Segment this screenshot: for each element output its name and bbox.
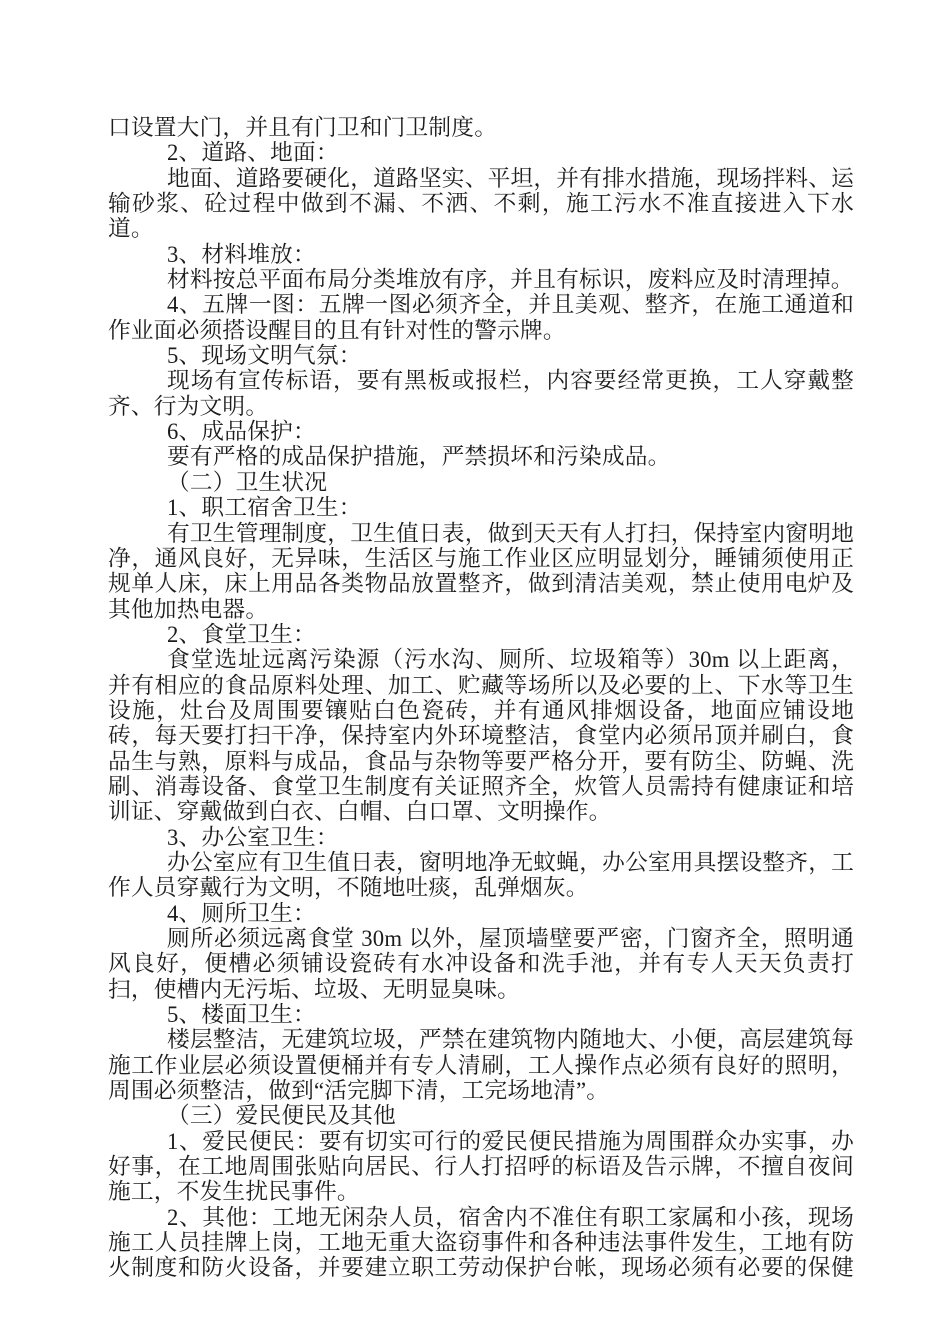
paragraph-14: 食堂选址远离污染源（污水沟、厕所、垃圾箱等）30m 以上距离，并有相应的食品原料处理、加工、贮藏等场所以及必要的上、下水等卫生设施，灶台及周围要镶贴白色瓷砖，并有通风排烟设备，地面应铺设地砖，每天要打扫干净，保持室内外环境整洁，食堂内必须吊顶并刷白，食品生与熟，原料与成品，食品与杂物等要严格分开，要有防尘、防蝇、洗刷、消毒设备、食堂卫生制度有关证照齐全，炊管人员需持有健康证和培训证、穿戴做到白衣、白帽、白口罩、文明操作。 (108, 647, 854, 825)
paragraph-5: 4、五牌一图：五牌一图必须齐全，并且美观、整齐，在施工通道和作业面必须搭设醒目的且有针对性的警示牌。 (108, 292, 854, 343)
paragraph-11: 1、职工宿舍卫生： (167, 495, 362, 521)
paragraph-17: 4、厕所卫生： (167, 900, 316, 926)
paragraph-12: 有卫生管理制度，卫生值日表，做到天天有人打扫，保持室内窗明地净，通风良好，无异味，生活区与施工作业区应明显划分，睡铺须使用正规单人床，床上用品各类物品放置整齐，做到清洁美观，禁止使用电炉及其他加热电器。 (108, 520, 854, 622)
paragraph-22: 1、爱民便民：要有切实可行的爱民便民措施为周围群众办实事，办好事，在工地周围张贴向居民、行人打招呼的标语及告示牌，不擅自夜间施工，不发生扰民事件。 (108, 1128, 854, 1205)
document-text-block (108, 115, 854, 1281)
paragraph-15: 3、办公室卫生： (167, 824, 339, 850)
paragraph-3: 3、材料堆放： (167, 241, 316, 267)
paragraph-13: 2、食堂卫生： (167, 621, 316, 647)
paragraph-18: 厕所必须远离食堂 30m 以外，屋顶墙壁要严密，门窗齐全，照明通风良好，便槽必须铺设瓷砖有水冲设备和洗手池，并有专人天天负责打扫，使槽内无污垢、垃圾、无明显臭味。 (108, 926, 854, 1002)
paragraph-1: 2、道路、地面： (167, 140, 339, 166)
paragraph-23: 2、其他：工地无闲杂人员，宿舍内不准住有职工家属和小孩，现场施工人员挂牌上岗，工地无重大盗窃事件和各种违法事件发生，工地有防火制度和防火设备，并要建立职工劳动保护台帐，现场必须有必要的保健 (108, 1204, 854, 1281)
paragraph-6: 5、现场文明气氛： (167, 343, 362, 369)
paragraph-4: 材料按总平面布局分类堆放有序，并且有标识，废料应及时清理掉。 (167, 267, 854, 293)
paragraph-10: （二）卫生状况 (167, 469, 328, 495)
paragraph-8: 6、成品保护： (167, 419, 316, 445)
paragraph-0: 口设置大门，并且有门卫和门卫制度。 (108, 115, 498, 140)
paragraph-20: 楼层整洁，无建筑垃圾，严禁在建筑物内随地大、小便，高层建筑每施工作业层必须设置便桶并有专人清刷，工人操作点必须有良好的照明，周围必须整洁，做到“活完脚下清，工完场地清”。 (108, 1027, 854, 1104)
paragraph-21: （三）爱民便民及其他 (167, 1103, 396, 1129)
paragraph-19: 5、楼面卫生： (167, 1002, 316, 1028)
paragraph-7: 现场有宣传标语，要有黑板或报栏，内容要经常更换，工人穿戴整齐、行为文明。 (108, 368, 854, 419)
paragraph-16: 办公室应有卫生值日表，窗明地净无蚊蝇，办公室用具摆设整齐，工作人员穿戴行为文明，不随地吐痰，乱弹烟灰。 (108, 849, 854, 901)
paragraph-2: 地面、道路要硬化，道路坚实、平坦，并有排水措施，现场拌料、运输砂浆、砼过程中做到不漏、不洒、不剩，施工污水不准直接进入下水道。 (108, 165, 854, 242)
paragraph-9: 要有严格的成品保护措施，严禁损坏和污染成品。 (167, 444, 671, 470)
